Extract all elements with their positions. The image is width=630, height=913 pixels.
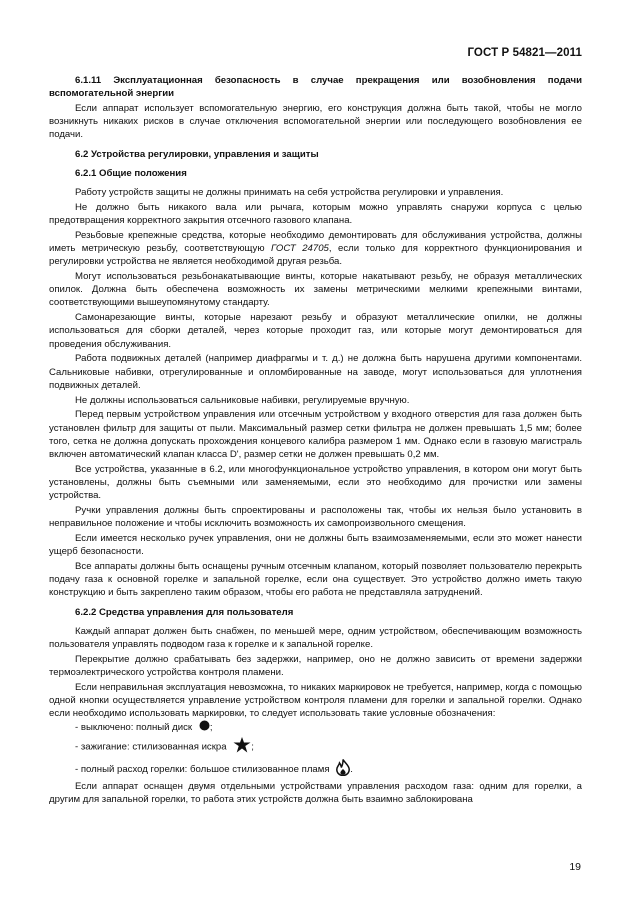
list-item: - зажигание: стилизованная искра ; <box>49 737 582 757</box>
list-item-text: - полный расход горелки: большое стилизованное пламя <box>75 764 330 776</box>
paragraph: Не должно быть никакого вала или рычага, которым можно управлять снаружи корпуса с целью предотвращения корректного закрытия отсечного газового клапана. <box>49 201 582 227</box>
paragraph: Если имеется несколько ручек управления, они не должны быть взаимозаменяемыми, если это может нанести ущерб безопасности. <box>49 533 582 558</box>
paragraph <box>49 229 582 269</box>
flame-icon <box>336 759 350 780</box>
paragraph: Если аппарат оснащен двумя отдельными устройствами управления расходом газа: одним для горелки, а другим для запальной горелки, то работа этих устройств должна быть взаимно заблокирована <box>49 781 582 806</box>
section-title: Эксплуатационная безопасность в случае прекращения или возобновления подачи вспомогательной энергии <box>49 75 582 100</box>
list-item-text: - зажигание: стилизованная искра <box>75 741 227 753</box>
paragraph: Перед первым устройством управления или отсечным устройством у входного отверстия для газа должен быть установлен фильтр для защиты от пыли. Максимальный размер сетки фильтра не должен превышать 1,5 мм; более того, сетка не должна допускать прохождения концевого калибра размером 1 мм. Однако если в газовую магистраль включен автоматический клапан класса D', размер сетки не должен превышать 0,2 мм. <box>49 409 582 461</box>
paragraph: Самонарезающие винты, которые нарезают резьбу и образуют металлические опилки, не должны использоваться для сборки деталей, через которые проходит газ, или которые могут демонтироваться для проведения обслуживания. <box>49 312 582 350</box>
paragraph: Каждый аппарат должен быть снабжен, по меньшей мере, одним устройством, обеспечивающим возможность пользователя управлять подводом газа к горелке и к запальной горелке. <box>49 625 582 651</box>
paragraph: Если аппарат использует вспомогательную энергию, его конструкция должна быть такой, чтобы не могло возникнуть никаких рисков в случае отключения вспомогательной энергии или последующего возобновления ее подачи. <box>49 103 582 141</box>
list-item: - полный расход горелки: большое стилизованное пламя . <box>49 759 582 780</box>
list-item-text: - выключено: полный диск <box>75 722 193 734</box>
list-item: - выключено: полный диск ; <box>49 720 582 735</box>
section-number: 6.1.11 <box>75 75 102 86</box>
section-6-2-heading: 6.2 Устройства регулировки, управления и защиты <box>75 148 319 160</box>
paragraph: Перекрытие должно срабатывать без задержки, например, оно не должно зависить от времени задержки термоэлектрического устройства контроля пламени. <box>49 653 582 679</box>
paragraph: Работа подвижных деталей (например диафрагмы и т. д.) не должна быть нарушена другими компонентами. Сальниковые набивки, отрегулированные и опломбированные на заводе, могут использоваться для уплотнения подвижных деталей. <box>49 353 582 391</box>
symbol-list <box>49 720 582 780</box>
paragraph: Все устройства, указанные в 6.2, или многофункциональное устройство управления, в котором они могут быть установлены, должны быть съемными или заменяемыми, если это необходимо для прочистки или замены устройства. <box>49 463 582 502</box>
filled-disc-icon <box>199 720 210 735</box>
paragraph: Могут использоваться резьбонакатывающие винты, которые накатывают резьбу, не образуя металлических опилок. Должна быть обеспечена возможность их замены метрическими мелкими крепежными винтами, соответствующими вышеупомянутому стандарту. <box>49 271 582 309</box>
document-body <box>49 74 582 807</box>
paragraph: Работу устройств защиты не должны принимать на себя устройства регулировки и управления. <box>75 187 504 199</box>
section-6-1-11-heading <box>49 74 582 100</box>
spark-star-icon <box>233 737 251 757</box>
paragraph: Если неправильная эксплуатация невозможна, то никаких маркировок не требуется, например, когда с помощью одной кнопки осуществляется управление устройством контроля пламени для горелки и запальной горелки. Однако если необходимо использовать маркировки, то следует использовать такие условные обозначения: <box>49 681 582 720</box>
paragraph-text: , если только для корректного функционирования и регулировки устройства не является необходимой другая резьба. <box>49 243 582 268</box>
standard-reference: ГОСТ 24705 <box>270 243 329 255</box>
paragraph: Ручки управления должны быть спроектированы и расположены так, чтобы их нельзя было установить в неправильное положение и чтобы исключить возможность их самопроизвольного смещения. <box>49 505 582 530</box>
section-6-2-2-heading: 6.2.2 Средства управления для пользователя <box>75 606 294 618</box>
paragraph: Все аппараты должны быть оснащены ручным отсечным клапаном, который позволяет пользователю перекрыть подачу газа к основной горелке и запальной горелке, если она существует. Это устройство должно иметь такую конструкцию и быть закреплено таким образом, чтобы его работа не представляла затруднений. <box>49 561 582 599</box>
page-number: 19 <box>569 861 581 873</box>
paragraph-text: Резьбовые крепежные средства, которые необходимо демонтировать для обслуживания устройства, должны иметь метрическую резьбу, соответствующую <box>49 229 582 255</box>
paragraph: Не должны использоваться сальниковые набивки, регулируемые вручную. <box>75 394 410 406</box>
standard-header: ГОСТ Р 54821—2011 <box>467 47 582 59</box>
section-6-2-1-heading: 6.2.1 Общие положения <box>75 167 187 179</box>
